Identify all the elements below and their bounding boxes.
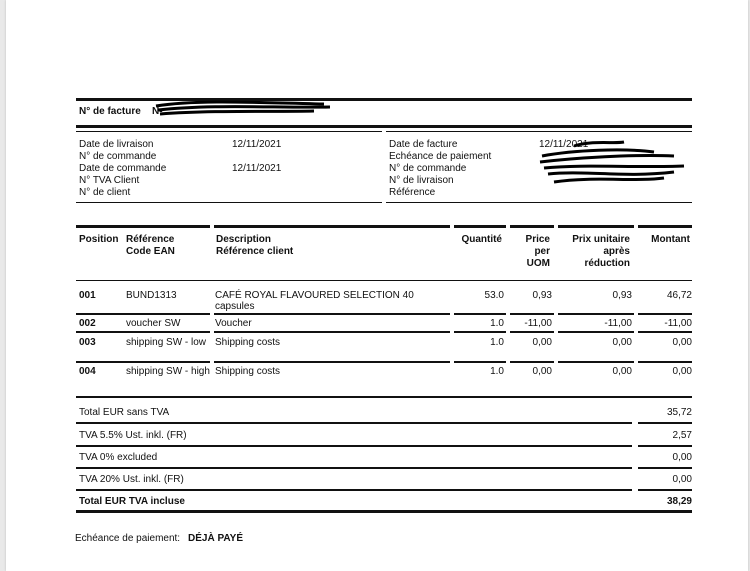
row-quantity: 1.0: [490, 337, 504, 348]
row-rule: [638, 313, 692, 315]
row-description: Shipping costs: [215, 366, 281, 377]
meta-left-label: N° de client: [79, 187, 131, 198]
header-unit-price: réduction: [584, 258, 630, 269]
row-amount: 0,00: [672, 366, 692, 377]
row-position: 004: [79, 366, 96, 377]
total-rule: [638, 445, 692, 447]
total-rule: [76, 422, 632, 424]
row-quantity: 1.0: [490, 318, 504, 329]
row-unit-price: 0,00: [612, 366, 632, 377]
total-label: TVA 20% Ust. inkl. (FR): [79, 474, 184, 485]
row-price: 0,00: [532, 337, 552, 348]
row-rule: [638, 331, 692, 333]
row-rule: [510, 361, 554, 363]
row-amount: 0,00: [672, 337, 692, 348]
row-rule: [76, 361, 210, 363]
row-rule: [214, 361, 450, 363]
row-rule: [558, 313, 634, 315]
row-rule: [76, 313, 210, 315]
header-price: UOM: [526, 258, 550, 269]
invoice-number-label: N° de facture: [79, 106, 141, 117]
row-description: Voucher: [215, 318, 252, 329]
row-unit-price: -11,00: [604, 318, 632, 329]
header-ean: Code EAN: [126, 246, 175, 257]
header-price: Price: [525, 234, 550, 245]
redaction-scribble-meta: [534, 138, 694, 188]
meta-left-label: Date de commande: [79, 163, 167, 174]
row-rule: [454, 361, 506, 363]
row-rule: [214, 331, 450, 333]
row-unit-price: 0,00: [612, 337, 632, 348]
invoice-date-value: 12/11/2021: [539, 139, 589, 150]
header-unit-price: après: [603, 246, 630, 257]
total-label: TVA 0% excluded: [79, 452, 158, 463]
grand-total-rule: [76, 510, 692, 513]
row-rule: [558, 361, 634, 363]
meta-right-top-rule: [386, 131, 692, 132]
total-value: 0,00: [672, 452, 692, 463]
row-rule: [76, 331, 210, 333]
row-reference: shipping SW - high: [126, 366, 210, 377]
row-rule: [638, 361, 692, 363]
meta-left-label: N° de commande: [79, 151, 157, 162]
row-quantity: 1.0: [490, 366, 504, 377]
row-reference: voucher SW: [126, 318, 181, 329]
total-value: 0,00: [672, 474, 692, 485]
row-quantity: 53.0: [484, 290, 504, 301]
meta-right-label: N° de commande: [389, 163, 467, 174]
row-position: 002: [79, 318, 96, 329]
invoice-number-value: N-: [152, 106, 163, 117]
table-header-rule: [76, 225, 210, 228]
total-value: 2,57: [672, 430, 692, 441]
header-client-reference: Référence client: [216, 246, 294, 257]
total-rule: [76, 445, 632, 447]
row-rule: [510, 313, 554, 315]
row-description: Shipping costs: [215, 337, 281, 348]
header-unit-price: Prix unitaire: [572, 234, 630, 245]
row-price: 0,93: [532, 290, 552, 301]
row-amount: 46,72: [666, 290, 692, 301]
invoice-page: [6, 0, 748, 571]
header-quantity: Quantité: [461, 234, 502, 245]
row-rule: [558, 331, 634, 333]
header-position: Position: [79, 234, 119, 245]
table-header-rule: [558, 225, 634, 228]
meta-right-bottom-rule: [386, 202, 692, 203]
meta-left-bottom-rule: [76, 202, 382, 203]
header-reference: Référence: [126, 234, 175, 245]
total-rule: [638, 489, 692, 491]
row-amount: -11,00: [664, 318, 692, 329]
header-bottom-rule: [76, 125, 692, 128]
table-header-bottom-rule: [76, 280, 692, 281]
table-header-rule: [454, 225, 506, 228]
grand-total-value: 38,29: [666, 496, 692, 507]
meta-left-top-rule: [76, 131, 382, 132]
row-price: -11,00: [524, 318, 552, 329]
total-rule: [638, 422, 692, 424]
payment-label: Echéance de paiement:: [75, 533, 181, 544]
table-header-rule: [638, 225, 692, 228]
meta-left-label: N° TVA Client: [79, 175, 140, 186]
row-rule: [510, 331, 554, 333]
total-value: 35,72: [666, 407, 692, 418]
meta-right-label: Echéance de paiement: [389, 151, 492, 162]
total-rule: [76, 489, 632, 491]
row-price: 0,00: [532, 366, 552, 377]
meta-right-label: N° de livraison: [389, 175, 454, 186]
total-label: Total EUR sans TVA: [79, 407, 170, 418]
header-description: Description: [216, 234, 272, 245]
meta-right-label: Date de facture: [389, 139, 458, 150]
meta-left-label: Date de livraison: [79, 139, 154, 150]
row-position: 001: [79, 290, 96, 301]
row-rule: [454, 331, 506, 333]
redaction-scribble-invoice-number: [154, 98, 334, 120]
row-unit-price: 0,93: [612, 290, 632, 301]
row-description: CAFÉ ROYAL FLAVOURED SELECTION 40 capsules: [215, 290, 414, 312]
total-rule: [76, 467, 632, 469]
row-rule: [214, 313, 450, 315]
grand-total-label: Total EUR TVA incluse: [79, 496, 185, 507]
table-bottom-rule: [76, 396, 692, 398]
row-reference: BUND1313: [126, 290, 177, 301]
total-label: TVA 5.5% Ust. inkl. (FR): [79, 430, 187, 441]
total-rule: [638, 467, 692, 469]
row-rule: [454, 313, 506, 315]
meta-right-label: Référence: [389, 187, 436, 198]
delivery-date-value: 12/11/2021: [232, 139, 282, 150]
header-amount: Montant: [651, 234, 690, 245]
order-date-value: 12/11/2021: [232, 163, 282, 174]
payment-status: DÉJÀ PAYÉ: [188, 533, 244, 544]
table-header-rule: [214, 225, 450, 228]
row-position: 003: [79, 337, 96, 348]
row-reference: shipping SW - low: [126, 337, 207, 348]
header-price: per: [534, 246, 550, 257]
table-header-rule: [510, 225, 554, 228]
